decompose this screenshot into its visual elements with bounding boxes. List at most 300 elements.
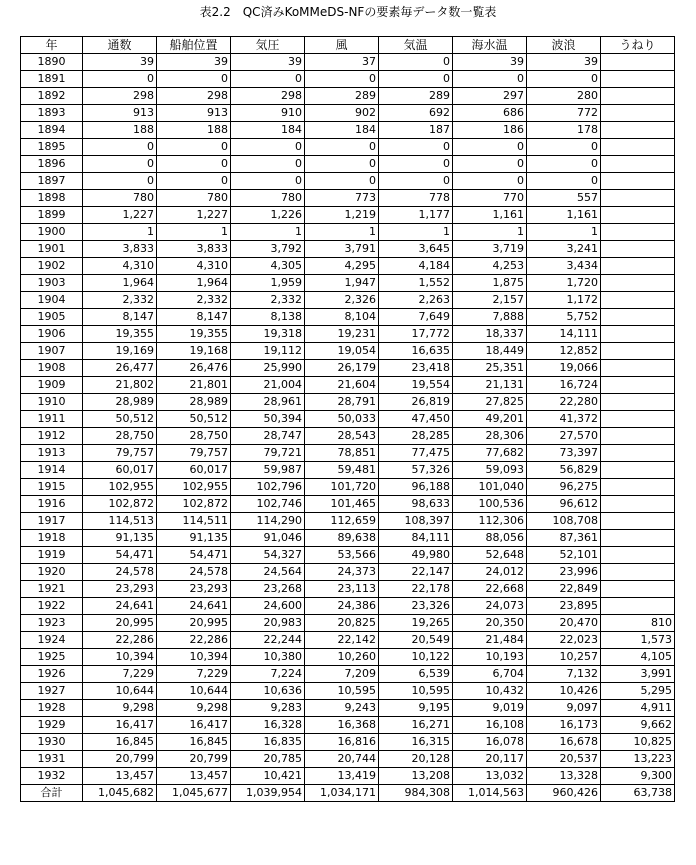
value-cell: 19,168: [157, 343, 231, 360]
value-cell: 21,004: [231, 377, 305, 394]
value-cell: 20,825: [305, 615, 379, 632]
value-cell: 18,337: [453, 326, 527, 343]
value-cell: 49,980: [379, 547, 453, 564]
table-row: [21, 700, 675, 717]
value-cell: 23,293: [83, 581, 157, 598]
value-cell: 23,895: [527, 598, 601, 615]
value-cell: 102,872: [157, 496, 231, 513]
value-cell: 16,845: [83, 734, 157, 751]
table-body: [21, 54, 675, 802]
value-cell: 53,566: [305, 547, 379, 564]
year-cell: 1926: [21, 666, 83, 683]
value-cell: [601, 275, 675, 292]
value-cell: 23,293: [157, 581, 231, 598]
year-cell: 1914: [21, 462, 83, 479]
value-cell: 0: [231, 71, 305, 88]
value-cell: 102,955: [157, 479, 231, 496]
value-cell: 59,093: [453, 462, 527, 479]
value-cell: 59,481: [305, 462, 379, 479]
value-cell: 23,996: [527, 564, 601, 581]
value-cell: 22,142: [305, 632, 379, 649]
column-header: 通数: [83, 37, 157, 54]
value-cell: 9,243: [305, 700, 379, 717]
value-cell: 13,457: [83, 768, 157, 785]
value-cell: 112,306: [453, 513, 527, 530]
value-cell: 9,195: [379, 700, 453, 717]
year-cell: 1898: [21, 190, 83, 207]
year-cell: 1931: [21, 751, 83, 768]
value-cell: 39: [157, 54, 231, 71]
year-cell: 1907: [21, 343, 83, 360]
table-row: [21, 768, 675, 785]
year-cell: 1929: [21, 717, 83, 734]
value-cell: 10,595: [305, 683, 379, 700]
value-cell: [601, 241, 675, 258]
table-row: [21, 377, 675, 394]
year-cell: 1896: [21, 156, 83, 173]
value-cell: 0: [453, 71, 527, 88]
value-cell: 186: [453, 122, 527, 139]
year-cell: 1916: [21, 496, 83, 513]
value-cell: 96,612: [527, 496, 601, 513]
value-cell: 7,229: [157, 666, 231, 683]
value-cell: 16,835: [231, 734, 305, 751]
value-cell: 19,231: [305, 326, 379, 343]
value-cell: 298: [157, 88, 231, 105]
value-cell: 4,310: [157, 258, 231, 275]
value-cell: 63,738: [601, 785, 675, 802]
value-cell: 16,845: [157, 734, 231, 751]
value-cell: 778: [379, 190, 453, 207]
value-cell: 3,719: [453, 241, 527, 258]
value-cell: 21,131: [453, 377, 527, 394]
value-cell: 13,223: [601, 751, 675, 768]
table-row: [21, 139, 675, 156]
value-cell: 19,318: [231, 326, 305, 343]
value-cell: 26,477: [83, 360, 157, 377]
value-cell: 3,645: [379, 241, 453, 258]
value-cell: [601, 71, 675, 88]
table-row: [21, 581, 675, 598]
value-cell: 1,161: [453, 207, 527, 224]
value-cell: 6,539: [379, 666, 453, 683]
value-cell: 7,229: [83, 666, 157, 683]
value-cell: [601, 581, 675, 598]
value-cell: 20,117: [453, 751, 527, 768]
value-cell: 16,724: [527, 377, 601, 394]
value-cell: 7,888: [453, 309, 527, 326]
value-cell: 9,298: [157, 700, 231, 717]
value-cell: 3,833: [157, 241, 231, 258]
table-row: [21, 275, 675, 292]
value-cell: 780: [157, 190, 231, 207]
value-cell: 810: [601, 615, 675, 632]
value-cell: 187: [379, 122, 453, 139]
value-cell: 3,991: [601, 666, 675, 683]
table-row: [21, 564, 675, 581]
value-cell: 913: [157, 105, 231, 122]
value-cell: 1: [231, 224, 305, 241]
value-cell: 52,648: [453, 547, 527, 564]
value-cell: 773: [305, 190, 379, 207]
value-cell: 4,310: [83, 258, 157, 275]
value-cell: [601, 445, 675, 462]
value-cell: 0: [231, 173, 305, 190]
value-cell: 21,604: [305, 377, 379, 394]
column-header: 気圧: [231, 37, 305, 54]
value-cell: 21,484: [453, 632, 527, 649]
year-cell: 1897: [21, 173, 83, 190]
value-cell: 1,227: [83, 207, 157, 224]
value-cell: 7,649: [379, 309, 453, 326]
value-cell: [601, 462, 675, 479]
value-cell: 49,201: [453, 411, 527, 428]
value-cell: 1: [527, 224, 601, 241]
value-cell: 50,512: [83, 411, 157, 428]
value-cell: 1: [83, 224, 157, 241]
value-cell: 102,746: [231, 496, 305, 513]
value-cell: 13,457: [157, 768, 231, 785]
year-cell: 1901: [21, 241, 83, 258]
value-cell: 21,802: [83, 377, 157, 394]
value-cell: 16,417: [157, 717, 231, 734]
value-cell: 692: [379, 105, 453, 122]
value-cell: 0: [305, 156, 379, 173]
value-cell: 184: [305, 122, 379, 139]
year-cell: 1912: [21, 428, 83, 445]
value-cell: 0: [379, 139, 453, 156]
value-cell: 289: [305, 88, 379, 105]
value-cell: 1: [305, 224, 379, 241]
value-cell: 23,418: [379, 360, 453, 377]
year-cell: 1903: [21, 275, 83, 292]
value-cell: [601, 258, 675, 275]
value-cell: 0: [527, 173, 601, 190]
table-row: [21, 598, 675, 615]
data-table: [20, 36, 675, 802]
year-cell: 1915: [21, 479, 83, 496]
year-cell: 合計: [21, 785, 83, 802]
value-cell: 0: [453, 156, 527, 173]
value-cell: 22,668: [453, 581, 527, 598]
value-cell: 4,305: [231, 258, 305, 275]
value-cell: 1,014,563: [453, 785, 527, 802]
year-cell: 1919: [21, 547, 83, 564]
table-row: [21, 258, 675, 275]
value-cell: 24,386: [305, 598, 379, 615]
value-cell: 3,241: [527, 241, 601, 258]
value-cell: 10,644: [157, 683, 231, 700]
value-cell: 114,290: [231, 513, 305, 530]
value-cell: 20,995: [83, 615, 157, 632]
year-cell: 1920: [21, 564, 83, 581]
table-row: [21, 632, 675, 649]
value-cell: 56,829: [527, 462, 601, 479]
value-cell: 77,682: [453, 445, 527, 462]
value-cell: 9,019: [453, 700, 527, 717]
value-cell: 1,161: [527, 207, 601, 224]
value-cell: 0: [83, 156, 157, 173]
value-cell: 0: [453, 139, 527, 156]
value-cell: 88,056: [453, 530, 527, 547]
value-cell: 22,280: [527, 394, 601, 411]
value-cell: 1,177: [379, 207, 453, 224]
year-cell: 1932: [21, 768, 83, 785]
value-cell: 2,326: [305, 292, 379, 309]
value-cell: 98,633: [379, 496, 453, 513]
column-header: 風: [305, 37, 379, 54]
value-cell: [601, 377, 675, 394]
value-cell: 19,355: [157, 326, 231, 343]
value-cell: 101,720: [305, 479, 379, 496]
value-cell: 10,432: [453, 683, 527, 700]
value-cell: 13,032: [453, 768, 527, 785]
value-cell: 0: [527, 156, 601, 173]
value-cell: 28,791: [305, 394, 379, 411]
value-cell: 96,275: [527, 479, 601, 496]
value-cell: 22,286: [157, 632, 231, 649]
value-cell: 73,397: [527, 445, 601, 462]
value-cell: 26,476: [157, 360, 231, 377]
value-cell: 79,757: [83, 445, 157, 462]
value-cell: 7,224: [231, 666, 305, 683]
value-cell: 28,747: [231, 428, 305, 445]
table-row: [21, 71, 675, 88]
value-cell: 28,750: [157, 428, 231, 445]
value-cell: 108,708: [527, 513, 601, 530]
value-cell: 280: [527, 88, 601, 105]
table-row: [21, 207, 675, 224]
year-cell: 1892: [21, 88, 83, 105]
value-cell: 780: [231, 190, 305, 207]
page-title: 表2.2 QC済みKoMMeDS-NFの要素毎データ数一覧表: [199, 5, 497, 19]
value-cell: 20,785: [231, 751, 305, 768]
value-cell: 19,355: [83, 326, 157, 343]
value-cell: 0: [157, 173, 231, 190]
value-cell: 17,772: [379, 326, 453, 343]
value-cell: 25,990: [231, 360, 305, 377]
table-row: [21, 530, 675, 547]
value-cell: 0: [83, 139, 157, 156]
value-cell: 13,208: [379, 768, 453, 785]
value-cell: 28,543: [305, 428, 379, 445]
value-cell: 0: [453, 173, 527, 190]
value-cell: 16,271: [379, 717, 453, 734]
value-cell: 22,178: [379, 581, 453, 598]
value-cell: 9,662: [601, 717, 675, 734]
value-cell: 79,721: [231, 445, 305, 462]
value-cell: 9,097: [527, 700, 601, 717]
value-cell: 1,573: [601, 632, 675, 649]
table-row: [21, 717, 675, 734]
value-cell: 20,995: [157, 615, 231, 632]
value-cell: 184: [231, 122, 305, 139]
value-cell: 4,184: [379, 258, 453, 275]
value-cell: 10,636: [231, 683, 305, 700]
value-cell: 8,104: [305, 309, 379, 326]
value-cell: 10,426: [527, 683, 601, 700]
value-cell: 10,595: [379, 683, 453, 700]
value-cell: 84,111: [379, 530, 453, 547]
value-cell: 37: [305, 54, 379, 71]
value-cell: 178: [527, 122, 601, 139]
value-cell: 19,066: [527, 360, 601, 377]
value-cell: 910: [231, 105, 305, 122]
value-cell: [601, 156, 675, 173]
value-cell: 19,112: [231, 343, 305, 360]
value-cell: 16,315: [379, 734, 453, 751]
value-cell: 1,045,677: [157, 785, 231, 802]
value-cell: 772: [527, 105, 601, 122]
year-cell: 1910: [21, 394, 83, 411]
value-cell: 0: [231, 156, 305, 173]
value-cell: [601, 428, 675, 445]
value-cell: 0: [527, 139, 601, 156]
value-cell: 297: [453, 88, 527, 105]
year-cell: 1895: [21, 139, 83, 156]
value-cell: [601, 394, 675, 411]
value-cell: 1,226: [231, 207, 305, 224]
value-cell: 91,135: [83, 530, 157, 547]
value-cell: 1,034,171: [305, 785, 379, 802]
value-cell: 39: [83, 54, 157, 71]
value-cell: 4,105: [601, 649, 675, 666]
year-cell: 1908: [21, 360, 83, 377]
value-cell: [601, 122, 675, 139]
value-cell: 0: [157, 139, 231, 156]
value-cell: 16,368: [305, 717, 379, 734]
table-row: [21, 615, 675, 632]
value-cell: 28,961: [231, 394, 305, 411]
value-cell: 9,298: [83, 700, 157, 717]
value-cell: 4,253: [453, 258, 527, 275]
value-cell: 102,872: [83, 496, 157, 513]
table-row: [21, 173, 675, 190]
year-cell: 1911: [21, 411, 83, 428]
value-cell: 91,046: [231, 530, 305, 547]
value-cell: 28,306: [453, 428, 527, 445]
value-cell: [601, 139, 675, 156]
table-row: [21, 666, 675, 683]
value-cell: 87,361: [527, 530, 601, 547]
value-cell: 20,744: [305, 751, 379, 768]
value-cell: 108,397: [379, 513, 453, 530]
table-row: [21, 513, 675, 530]
table-row: [21, 462, 675, 479]
year-cell: 1902: [21, 258, 83, 275]
value-cell: 0: [527, 71, 601, 88]
table-row: [21, 683, 675, 700]
value-cell: [601, 190, 675, 207]
table-row: [21, 241, 675, 258]
value-cell: [601, 360, 675, 377]
table-row: [21, 105, 675, 122]
table-row: [21, 479, 675, 496]
year-cell: 1906: [21, 326, 83, 343]
value-cell: 3,792: [231, 241, 305, 258]
value-cell: 10,421: [231, 768, 305, 785]
value-cell: 1,964: [157, 275, 231, 292]
value-cell: [601, 530, 675, 547]
value-cell: 52,101: [527, 547, 601, 564]
value-cell: 6,704: [453, 666, 527, 683]
value-cell: 23,113: [305, 581, 379, 598]
year-cell: 1928: [21, 700, 83, 717]
value-cell: 50,512: [157, 411, 231, 428]
value-cell: 0: [305, 173, 379, 190]
column-header: 海水温: [453, 37, 527, 54]
value-cell: 8,147: [83, 309, 157, 326]
value-cell: 16,417: [83, 717, 157, 734]
column-header: 波浪: [527, 37, 601, 54]
table-row: [21, 309, 675, 326]
year-cell: 1925: [21, 649, 83, 666]
value-cell: [601, 411, 675, 428]
value-cell: 24,073: [453, 598, 527, 615]
value-cell: 100,536: [453, 496, 527, 513]
value-cell: 0: [83, 173, 157, 190]
value-cell: 2,263: [379, 292, 453, 309]
value-cell: 24,641: [83, 598, 157, 615]
column-header: 年: [21, 37, 83, 54]
year-cell: 1930: [21, 734, 83, 751]
value-cell: 902: [305, 105, 379, 122]
value-cell: 78,851: [305, 445, 379, 462]
value-cell: 25,351: [453, 360, 527, 377]
table-row: [21, 190, 675, 207]
value-cell: 20,799: [83, 751, 157, 768]
table-row: [21, 122, 675, 139]
value-cell: 1,172: [527, 292, 601, 309]
value-cell: 22,849: [527, 581, 601, 598]
value-cell: [601, 88, 675, 105]
value-cell: 1,964: [83, 275, 157, 292]
value-cell: [601, 496, 675, 513]
value-cell: 24,641: [157, 598, 231, 615]
value-cell: 22,286: [83, 632, 157, 649]
value-cell: 16,078: [453, 734, 527, 751]
value-cell: 20,549: [379, 632, 453, 649]
value-cell: 20,470: [527, 615, 601, 632]
value-cell: 0: [157, 156, 231, 173]
value-cell: [601, 564, 675, 581]
value-cell: 10,257: [527, 649, 601, 666]
value-cell: 770: [453, 190, 527, 207]
value-cell: 1: [453, 224, 527, 241]
value-cell: 10,394: [157, 649, 231, 666]
value-cell: 4,295: [305, 258, 379, 275]
value-cell: 2,332: [83, 292, 157, 309]
value-cell: 102,796: [231, 479, 305, 496]
year-cell: 1893: [21, 105, 83, 122]
value-cell: 13,328: [527, 768, 601, 785]
value-cell: 1: [379, 224, 453, 241]
value-cell: 59,987: [231, 462, 305, 479]
value-cell: 50,394: [231, 411, 305, 428]
value-cell: 16,108: [453, 717, 527, 734]
value-cell: [601, 224, 675, 241]
table-row: [21, 394, 675, 411]
value-cell: 28,285: [379, 428, 453, 445]
value-cell: 27,570: [527, 428, 601, 445]
value-cell: 2,332: [157, 292, 231, 309]
table-row: [21, 156, 675, 173]
value-cell: 39: [231, 54, 305, 71]
value-cell: 20,799: [157, 751, 231, 768]
value-cell: 1,219: [305, 207, 379, 224]
value-cell: 20,350: [453, 615, 527, 632]
value-cell: 0: [305, 71, 379, 88]
